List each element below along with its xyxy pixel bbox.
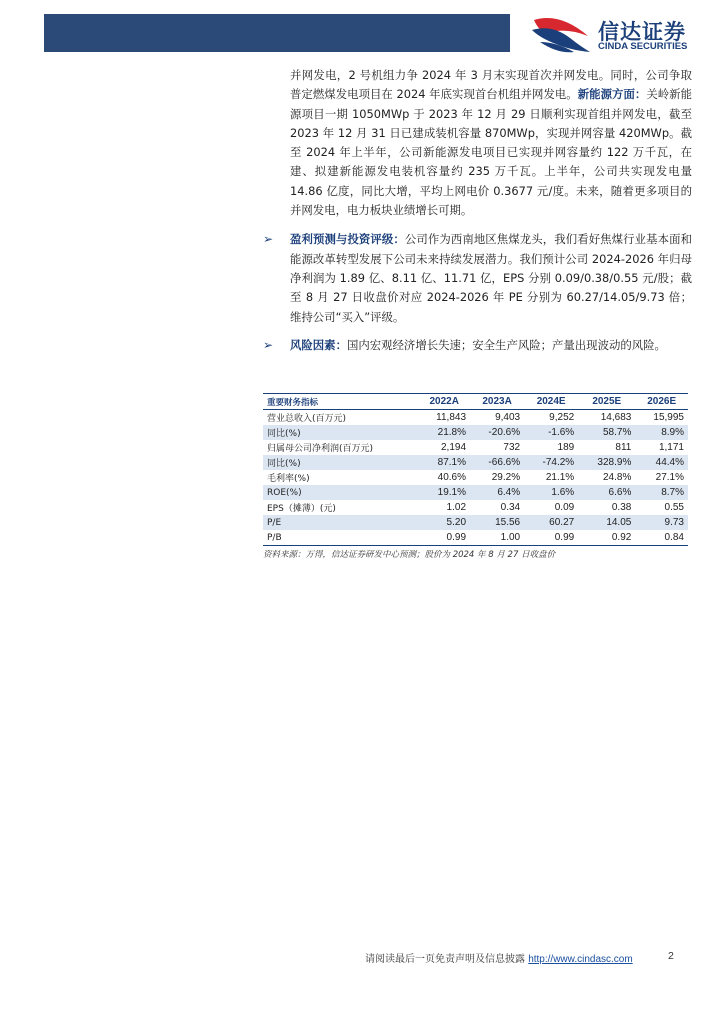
table-cell: 0.34 xyxy=(500,502,521,513)
column-header: 2022A xyxy=(429,396,459,407)
table-cell: 9.73 xyxy=(664,517,684,528)
table-cell: -1.6% xyxy=(548,427,575,438)
table-cell: 1.02 xyxy=(446,502,467,513)
table-source-note: 资料来源：万得，信达证券研发中心预测；股价为 2024 年 8 月 27 日收盘价 xyxy=(263,550,556,560)
bullet-text: 公司作为西南地区焦煤龙头，我们看好焦煤行业基本面和能源改革转型发展下公司未来持续发展潜力。我们预计公司 2024-2026 年归母净利润为 1.89 亿、8.11 亿、11.71 亿，EPS 分别 0.09/0.38/0.55 元/股；截至 8 月 27 日收盘价对应 2024-2026 年 PE 分别为 60.27/14.05/9.73 倍；维持公司“买入”评级。 xyxy=(290,232,692,324)
table-cell: 1,171 xyxy=(658,442,684,453)
table-cell: 14.05 xyxy=(606,517,632,528)
row-label: P/B xyxy=(267,532,282,543)
row-label: 归属母公司净利润(百万元) xyxy=(267,444,374,454)
table-cell: 732 xyxy=(503,442,521,453)
table-cell: 27.1% xyxy=(655,472,684,483)
row-label: 营业总收入(百万元) xyxy=(267,414,347,424)
table-cell: 0.99 xyxy=(554,532,575,543)
table-cell: 811 xyxy=(615,442,632,453)
table-cell: 5.20 xyxy=(446,517,467,528)
table-cell: 8.9% xyxy=(661,427,684,438)
table-cell: 21.1% xyxy=(545,472,575,483)
table-cell: 0.55 xyxy=(664,502,684,513)
bullet-arrow-icon: ➢ xyxy=(263,232,274,247)
cinda-logo xyxy=(530,14,715,54)
table-cell: 44.4% xyxy=(655,457,684,468)
table-cell: 9,252 xyxy=(549,412,575,423)
table-cell: 21.8% xyxy=(437,427,467,438)
table-cell: 14,683 xyxy=(600,412,632,423)
table-cell: 29.2% xyxy=(491,472,521,483)
table-cell: 11,843 xyxy=(436,412,467,423)
highlight-new-energy: 新能源方面： xyxy=(577,87,647,102)
row-label: 同比(%) xyxy=(267,429,301,439)
table-cell: -74.2% xyxy=(542,457,575,468)
column-header: 2026E xyxy=(647,396,677,407)
table-cell: 0.99 xyxy=(446,532,467,543)
table-row xyxy=(263,425,688,440)
table-row xyxy=(263,440,688,455)
column-header: 2025E xyxy=(592,396,622,407)
paragraph-text: 并网发电，2 号机组力争 2024 年 3 月末实现首次并网发电。同时，公司争取普定燃煤发电项目在 2024 年底实现首台机组并网发电。 xyxy=(290,68,692,102)
row-label: 毛利率(%) xyxy=(267,474,310,484)
table-cell: 189 xyxy=(557,442,575,453)
financial-indicators-table xyxy=(263,393,688,546)
bullet-earnings-forecast xyxy=(263,230,692,326)
table-cell: 1.00 xyxy=(500,532,521,543)
table-row xyxy=(263,470,688,485)
row-label: EPS（摊薄）(元) xyxy=(267,504,336,514)
table-row xyxy=(263,455,688,470)
table-row xyxy=(263,410,688,426)
disclaimer-text: 请阅读最后一页免责声明及信息披露 xyxy=(365,954,525,965)
table-cell: 2,194 xyxy=(440,442,467,453)
row-label: 同比(%) xyxy=(267,459,301,469)
report-body xyxy=(263,66,692,355)
logo-text-en: CINDA SECURITIES xyxy=(598,41,688,52)
bullet-label: 风险因素： xyxy=(290,337,347,352)
table-cell: 40.6% xyxy=(437,472,467,483)
table-cell: 58.7% xyxy=(602,427,632,438)
table-cell: 8.7% xyxy=(661,487,684,498)
table-cell: 15.56 xyxy=(495,517,521,528)
table-row xyxy=(263,530,688,546)
bullet-label: 盈利预测与投资评级： xyxy=(290,232,405,247)
page-number: 2 xyxy=(668,950,674,962)
table-cell: -66.6% xyxy=(488,457,521,468)
table-header-row xyxy=(263,394,688,410)
table-header-label: 重要财务指标 xyxy=(267,397,319,408)
website-link[interactable]: http://www.cindasc.com xyxy=(528,954,633,965)
header-bar xyxy=(44,14,510,52)
bullet-text: 国内宏观经济增长失速；安全生产风险；产量出现波动的风险。 xyxy=(346,337,666,352)
table-row xyxy=(263,515,688,530)
table-cell: 0.92 xyxy=(611,532,632,543)
table-cell: 24.8% xyxy=(602,472,632,483)
table-cell: 0.84 xyxy=(664,532,684,543)
table-cell: 328.9% xyxy=(597,457,632,468)
table-cell: 15,995 xyxy=(653,412,684,423)
bullet-paragraph xyxy=(290,336,692,355)
column-header: 2023A xyxy=(482,396,512,407)
logo-text-cn: 信达证券 xyxy=(598,20,686,44)
cinda-logo-icon xyxy=(530,14,594,54)
column-header: 2024E xyxy=(536,396,566,407)
bullet-paragraph xyxy=(290,230,692,326)
table-cell: 0.09 xyxy=(554,502,575,513)
bullet-risk-factors xyxy=(263,336,692,355)
paragraph-text: 关岭新能源项目一期 1050MWp 于 2023 年 12 月 29 日顺利实现首组并网发电，截至 2023 年 12 月 31 日已建成装机容量 870MWp，实现并网容量 420MWp。截至 2024 年上半年，公司新能源发电项目已实现并网容量约 122 万千瓦，在建、拟建新能源发电装机容量约 235 万千瓦。上半年，公司共实现发电量 14.86 亿度，同比大增，平均上网电价 0.3677 元/度。未来，随着更多项目的并网发电，电力板块业绩增长可期。 xyxy=(290,87,692,218)
table-cell: 6.4% xyxy=(497,487,521,498)
footer-disclaimer xyxy=(365,950,633,965)
table-cell: 87.1% xyxy=(437,457,467,468)
table-cell: -20.6% xyxy=(488,427,521,438)
table-row xyxy=(263,485,688,500)
table-cell: 19.1% xyxy=(437,487,467,498)
table-row xyxy=(263,500,688,515)
paragraph-power-segment xyxy=(290,66,692,220)
row-label: ROE(%) xyxy=(267,487,302,498)
table-cell: 6.6% xyxy=(608,487,632,498)
table-cell: 0.38 xyxy=(611,502,632,513)
table-cell: 60.27 xyxy=(549,517,575,528)
table-cell: 9,403 xyxy=(495,412,521,423)
bullet-arrow-icon: ➢ xyxy=(263,337,274,352)
row-label: P/E xyxy=(267,517,282,528)
table-cell: 1.6% xyxy=(551,487,575,498)
